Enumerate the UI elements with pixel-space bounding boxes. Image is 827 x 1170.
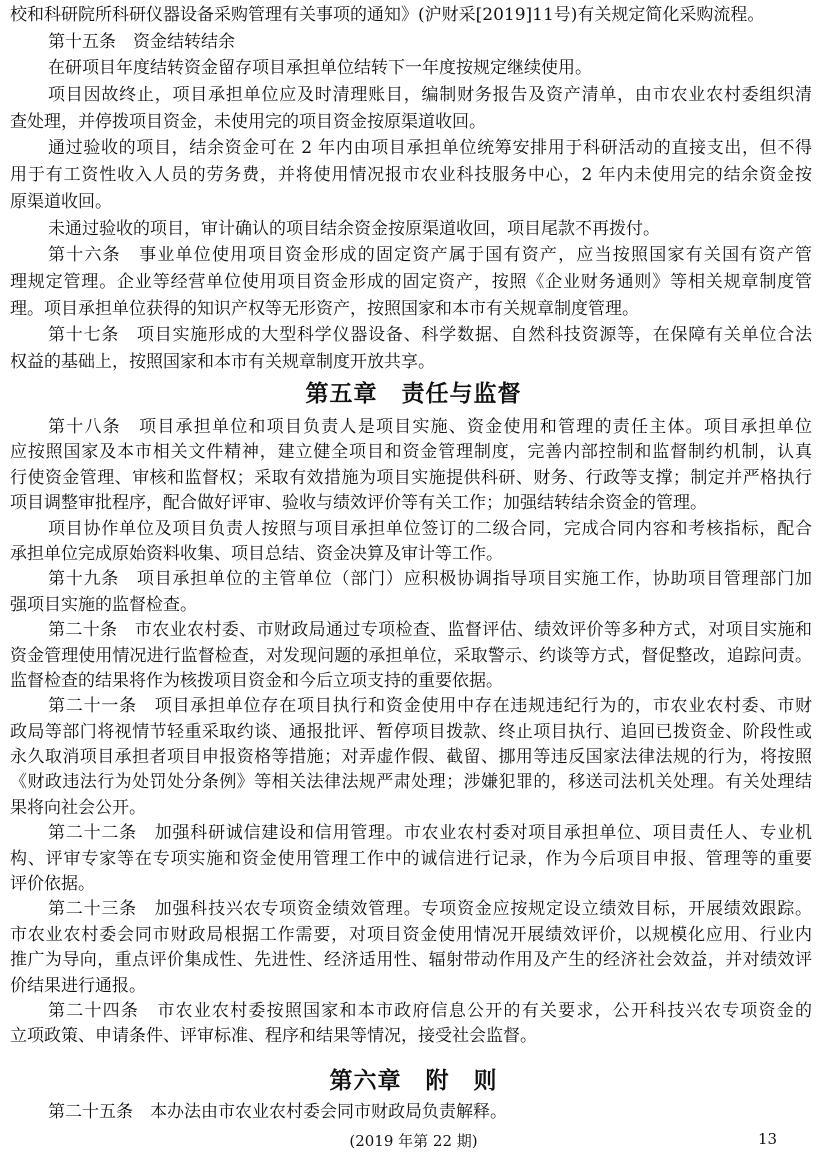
paragraph xyxy=(10,135,812,215)
paragraph xyxy=(10,897,812,999)
paragraph xyxy=(10,517,812,568)
footer-issue: (2019 年第 22 期) xyxy=(349,1132,478,1150)
text-line: 在研项目年度结转资金留存项目承担单位结转下一年度按规定继续使用。 xyxy=(48,58,592,79)
text-line: 第二十三条 加强科技兴农专项资金绩效管理。专项资金应按规定设立绩效目标，开展绩效跟踪。 xyxy=(48,899,812,920)
text-line: 权益的基础上，按照国家和本市有关规章制度开放共享。 xyxy=(10,351,435,372)
paragraph xyxy=(10,694,812,821)
text-line: 第二十一条 项目承担单位存在项目执行和资金使用中存在违规违纪行为的，市农业农村委、市财 xyxy=(48,696,812,717)
text-line: 评价依据。 xyxy=(10,874,95,895)
text-line: 第二十四条 市农业农村委按照国家和本市政府信息公开的有关要求，公开科技兴农专项资金的 xyxy=(48,1000,812,1021)
text-line: 应按照国家及本市相关文件精神，建立健全项目和资金管理制度，完善内部控制和监督制约机制，认真 xyxy=(10,442,812,463)
text-line: 第十九条 项目承担单位的主管单位（部门）应积极协调指导项目实施工作，协助项目管理部门加 xyxy=(48,569,812,590)
text-line: 理规定管理。企业等经营单位使用项目资金形成的固定资产，按照《企业财务通则》等相关规章制度管 xyxy=(10,271,812,292)
text-line: 承担单位完成原始资料收集、项目总结、资金决算及审计等工作。 xyxy=(10,543,503,564)
chapter-6-heading: 第六章 附 则 xyxy=(329,1067,498,1094)
text-line: 市农业农村委会同市财政局根据工作需要，对项目资金使用情况开展绩效评价，以规模化应用、行业内 xyxy=(10,924,812,945)
text-line: 第二十条 市农业农村委、市财政局通过专项检查、监督评估、绩效评价等多种方式，对项目实施和 xyxy=(48,620,812,641)
text-line: 校和科研院所科研仪器设备采购管理有关事项的通知》(沪财采[2019]11号)有关规定简化采购流程。 xyxy=(10,5,765,25)
text-line: 政局等部门将视情节轻重采取约谈、通报批评、暂停项目拨款、终止项目执行、追回已拨资金、阶段性或 xyxy=(10,721,812,742)
text-line: 项目因故终止，项目承担单位应及时清理账目，编制财务报告及资产清单，由市农业农村委组织清 xyxy=(48,85,812,106)
text-line: 理。项目承担单位获得的知识产权等无形资产，按照国家和本市有关规章制度管理。 xyxy=(10,298,639,319)
text-line: 第十八条 项目承担单位和项目负责人是项目实施、资金使用和管理的责任主体。项目承担单位 xyxy=(48,417,812,437)
section-articles-18-24 xyxy=(10,415,812,1050)
paragraph xyxy=(10,322,812,375)
text-line: 《财政违法行为处罚处分条例》等相关法律法规严肃处理；涉嫌犯罪的，移送司法机关处理。有关处理结 xyxy=(10,772,812,793)
paragraph xyxy=(10,415,812,517)
paragraph xyxy=(10,1099,812,1125)
paragraph xyxy=(10,216,812,243)
text-line: 行使资金管理、审核和监督权；采取有效措施为项目实施提供科研、财务、行政等支撑；制定并严格执行 xyxy=(10,467,812,488)
text-line: 未通过验收的项目，审计确认的项目结余资金按原渠道收回，项目尾款不再拨付。 xyxy=(48,218,660,239)
paragraph xyxy=(10,567,812,618)
paragraph xyxy=(10,2,812,29)
paragraph xyxy=(10,242,812,322)
text-line: 原渠道收回。 xyxy=(10,191,112,212)
text-line: 永久取消项目承担者项目申报资格等措施；对弄虚作假、截留、挪用等违反国家法律法规的行为，将按照 xyxy=(10,747,812,768)
text-line: 资金管理使用情况进行监督检查，对发现问题的承担单位，采取警示、约谈等方式，督促整改，追踪问责。 xyxy=(10,645,812,666)
paragraph xyxy=(10,82,812,135)
chapter-5-heading: 第五章 责任与监督 xyxy=(305,380,522,407)
text-line: 推广为导向，重点评价集成性、先进性、经济适用性、辐射带动作用及产生的经济社会效益，并对绩效评 xyxy=(10,950,812,971)
text-line: 果将向社会公开。 xyxy=(10,797,146,818)
text-line: 构、评审专家等在专项实施和资金使用管理工作中的诚信进行记录，作为今后项目申报、管理等的重要 xyxy=(10,848,812,869)
text-line: 通过验收的项目，结余资金可在 2 年内由项目承担单位统筹安排用于科研活动的直接支出，但不得 xyxy=(48,138,812,159)
text-line: 第二十五条 本办法由市农业农村委会同市财政局负责解释。 xyxy=(48,1102,507,1122)
text-line: 第十五条 资金结转结余 xyxy=(48,31,235,52)
paragraph xyxy=(10,29,812,56)
paragraph xyxy=(10,618,812,694)
text-line: 监督检查的结果将作为核拨项目资金和今后立项支持的重要依据。 xyxy=(10,670,503,691)
paragraph xyxy=(10,55,812,82)
paragraph xyxy=(10,821,812,897)
text-line: 第十六条 事业单位使用项目资金形成的固定资产属于国有资产，应当按照国家有关国有资产管 xyxy=(48,245,812,266)
page-number: 13 xyxy=(758,1130,778,1148)
paragraph xyxy=(10,999,812,1050)
text-line: 查处理，并停拨项目资金，未使用完的项目资金按原渠道收回。 xyxy=(10,111,486,132)
text-line: 强项目实施的监督检查。 xyxy=(10,594,197,615)
text-line: 第十七条 项目实施形成的大型科学仪器设备、科学数据、自然科技资源等，在保障有关单位合法 xyxy=(48,325,812,346)
section-articles-15-17 xyxy=(10,2,812,376)
text-line: 项目协作单位及项目负责人按照与项目承担单位签订的二级合同，完成合同内容和考核指标，配合 xyxy=(48,518,812,539)
text-line: 项目调整审批程序，配合做好评审、验收与绩效评价等有关工作；加强结转结余资金的管理。 xyxy=(10,493,707,514)
text-line: 价结果进行通报。 xyxy=(10,975,146,996)
text-line: 第二十二条 加强科研诚信建设和信用管理。市农业农村委对项目承担单位、项目责任人、专业机 xyxy=(48,823,812,844)
text-line: 用于有工资性收入人员的劳务费，并将使用情况报市农业科技服务中心，2 年内未使用完的结余资金按 xyxy=(10,165,812,186)
text-line: 立项政策、申请条件、评审标准、程序和结果等情况，接受社会监督。 xyxy=(10,1026,537,1047)
section-article-25 xyxy=(10,1099,812,1125)
